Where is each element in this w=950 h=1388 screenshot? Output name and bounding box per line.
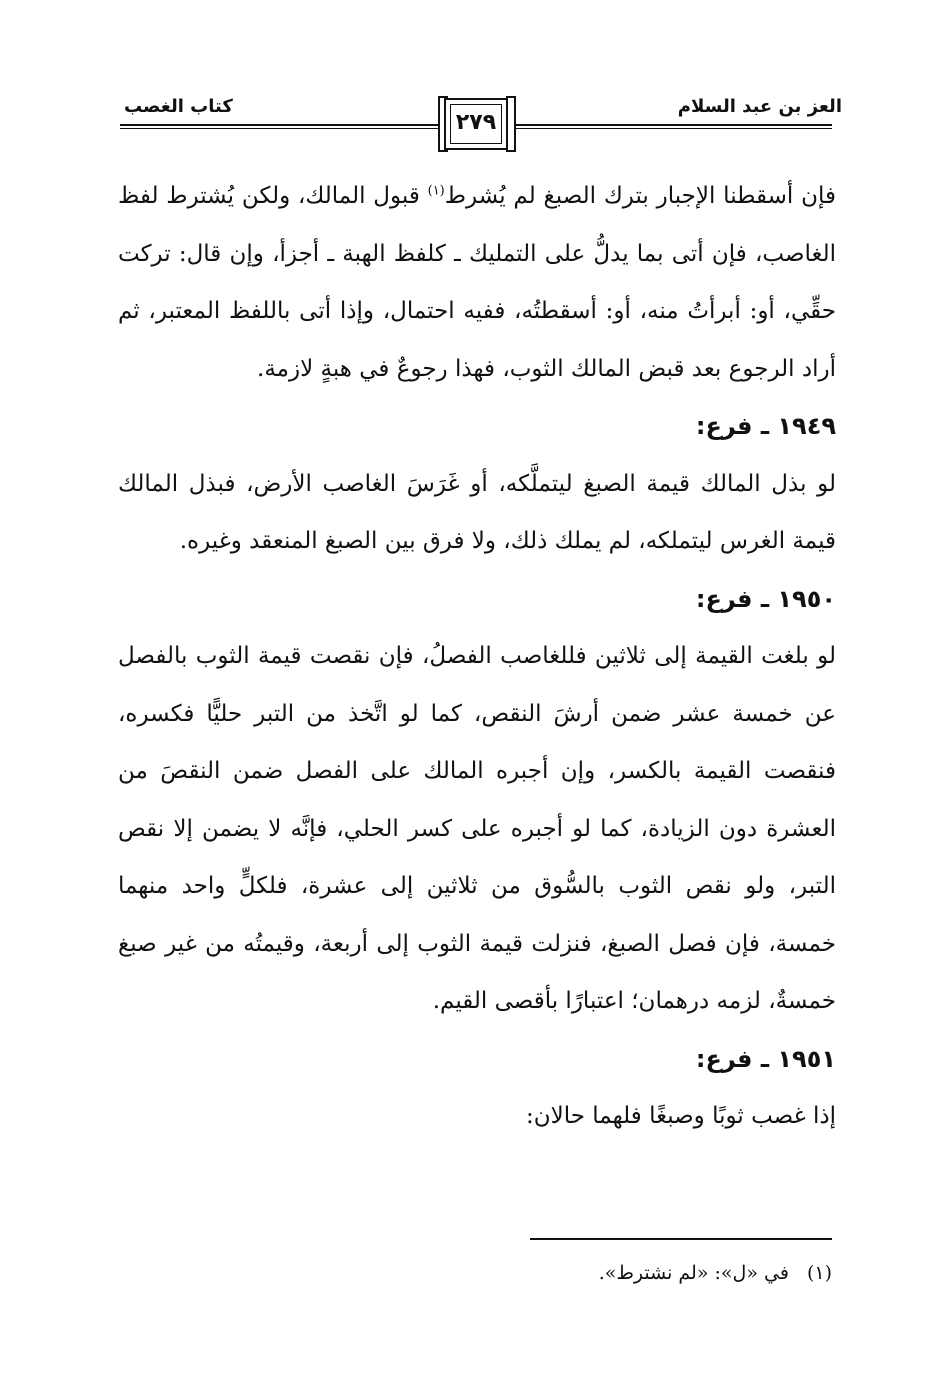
footnote-reference: (١) xyxy=(427,183,445,199)
page-number: ٢٧٩ xyxy=(455,110,497,135)
paragraph-text: قبول المالك، ولكن يُشترط لفظ الغاصب، فإن أتى بما يدلُّ على التمليك ـ كلفظ الهبة ـ أجزأ، وإن قال: تركت حقِّي، أو: أبرأتُ منه، أو: أسقطتُه، ففيه احتمال، وإذا أتى باللفظ المعتبر، ثم أراد الرجوع بعد قبض المالك الثوب، فهذا رجوعٌ في هبةٍ لازمة. xyxy=(118,183,836,382)
running-header-chapter: كتاب الغصب xyxy=(124,96,233,117)
paragraph: لو بذل المالك قيمة الصبغ ليتملَّكه، أو غَرَسَ الغاصب الأرض، فبذل المالك قيمة الغرس ليتملكه، لم يملك ذلك، ولا فرق بين الصبغ المنعقد وغيره. xyxy=(118,470,836,554)
header-rule-right xyxy=(514,124,832,129)
footnote-number: (١) xyxy=(806,1262,832,1284)
paragraph xyxy=(118,168,836,398)
footnote-text: في «ل»: «لم نشترط». xyxy=(598,1262,789,1284)
section-heading: ١٩٥٠ ـ فرع: xyxy=(695,584,836,613)
main-text xyxy=(118,168,836,1146)
section-heading: ١٩٤٩ ـ فرع: xyxy=(695,412,836,440)
section-heading: ١٩٥١ ـ فرع: xyxy=(695,1044,836,1073)
paragraph: لو بلغت القيمة إلى ثلاثين فللغاصب الفصلُ، فإن نقصت قيمة الثوب بالفصل عن خمسة عشر ضمن أرشَ النقص، كما لو اتَّخذ من التبر حليًّا فكسره، فنقصت القيمة بالكسر، وإن أجبره المالك على الفصل ضمن النقصَ من العشرة دون الزيادة، كما لو أجبره على كسر الحلي، فإنَّه لا يضمن إلا نقص التبر، ولو نقص الثوب بالسُّوق من ثلاثين إلى عشرة، فلكلٍّ واحد منهما خمسة، فإن فصل الصبغ، فنزلت قيمة الثوب إلى أربعة، وقيمتُه من غير صبغ خمسةٌ، لزمه درهمان؛ اعتبارًا بأقصى القيم. xyxy=(118,643,836,1014)
header-rule-left xyxy=(120,124,438,129)
paragraph: إذا غصب ثوبًا وصبغًا فلهما حالان: xyxy=(525,1103,836,1129)
paragraph-text: فإن أسقطنا الإجبار بترك الصبغ لم يُشرط xyxy=(444,183,836,209)
footnote-divider xyxy=(530,1238,832,1240)
footnote xyxy=(599,1262,832,1284)
running-header-author: العز بن عبد السلام xyxy=(677,96,842,117)
